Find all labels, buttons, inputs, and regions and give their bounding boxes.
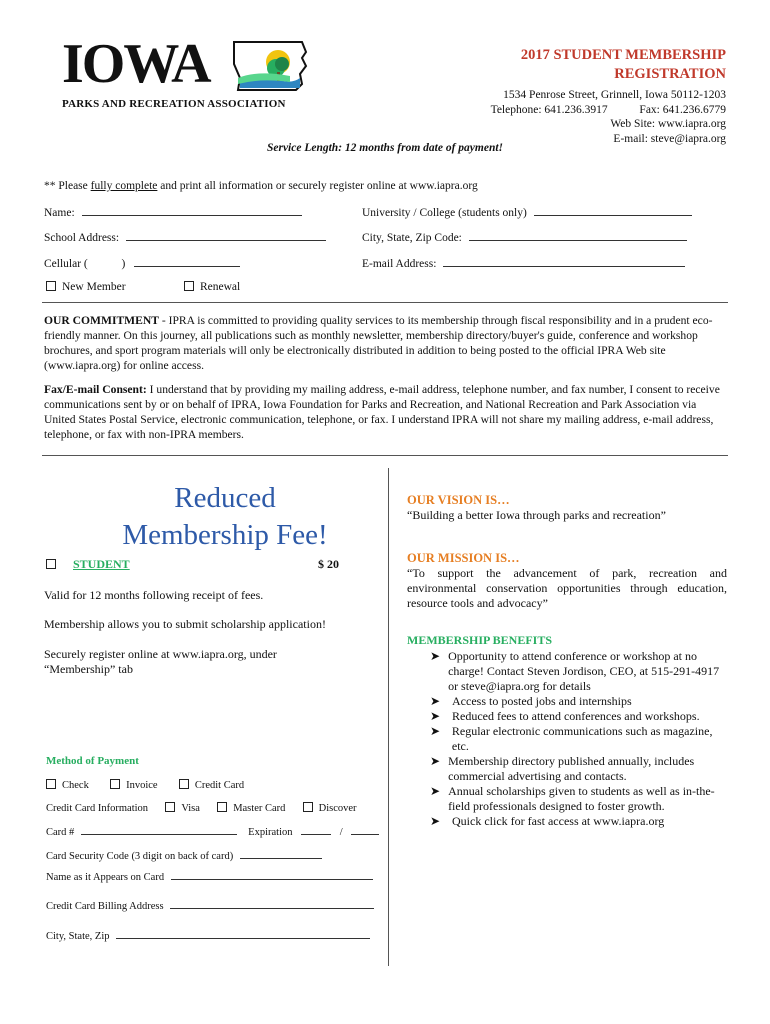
phone-fax-line [406, 103, 726, 118]
list-item [430, 724, 730, 754]
city-state-zip-field[interactable] [362, 230, 687, 244]
benefit-text: Reduced fees to attend conferences and workshops. [452, 709, 700, 723]
card-number-line[interactable] [81, 824, 237, 835]
list-item [430, 709, 730, 724]
benefit-text[interactable]: Quick click for fast access at www.iapra.org [452, 814, 665, 828]
email-line[interactable] [443, 256, 685, 267]
fee-heading-line2: Membership Fee! [122, 519, 328, 551]
online-line2: “Membership” tab [44, 662, 133, 676]
payment-methods [46, 779, 244, 791]
list-item [430, 784, 730, 814]
check-checkbox[interactable] [46, 779, 56, 789]
invoice-label: Invoice [126, 780, 158, 791]
cc-info-label: Credit Card Information [46, 803, 149, 814]
discover-option[interactable] [303, 803, 357, 814]
security-code-line[interactable] [240, 848, 322, 859]
name-line[interactable] [82, 205, 302, 216]
arrow-bullet-icon: ➤ [430, 724, 441, 738]
list-item [430, 814, 730, 829]
consent-heading: Fax/E-mail Consent: [44, 383, 147, 396]
valid-text: Valid for 12 months following receipt of fees. [44, 588, 264, 602]
title-line2: REGISTRATION [614, 66, 726, 82]
list-item [430, 649, 730, 694]
mission-text: “To support the advancement of park, recreation and environmental conservation opportunities through education, resource tools and advocacy” [407, 566, 727, 610]
cellular-field[interactable] [44, 256, 240, 270]
iowa-state-icon [230, 38, 310, 94]
university-line[interactable] [534, 205, 692, 216]
email-field[interactable] [362, 256, 685, 270]
commitment-heading: OUR COMMITMENT [44, 314, 159, 327]
contact-block [406, 88, 726, 146]
consent-text: I understand that by providing my mailing address, e-mail address, telephone number, and fax number, I consent to receive communications sent by or on behalf of IPRA, Iowa Foundation for Parks and Recreation, and National Recreation and Park Association via United States Postal Service, electronic communication, telephone, or fax. I understand IPRA will not share my mailing address, e-mail address, telephone, or fax with non-IPRA members. [44, 383, 720, 441]
student-option[interactable] [46, 557, 130, 572]
new-member-option[interactable] [46, 281, 126, 293]
fax: Fax: 641.236.6779 [639, 103, 726, 116]
card-number-row [46, 824, 379, 838]
name-on-card-label: Name as it Appears on Card [46, 872, 165, 883]
logo [60, 33, 310, 116]
check-label: Check [62, 780, 89, 791]
instruction-text [44, 180, 478, 192]
card-number-label: Card # [46, 827, 75, 838]
name-on-card-line[interactable] [171, 869, 373, 880]
benefit-text: Membership directory published annually, includes commercial advertising and contacts. [448, 754, 695, 783]
university-label: University / College (students only) [362, 207, 527, 219]
email[interactable]: E-mail: steve@iapra.org [613, 132, 726, 145]
instruction-post: and print all information or securely register online at www.iapra.org [157, 180, 478, 192]
online-line1: Securely register online at www.iapra.org, under [44, 647, 277, 661]
invoice-checkbox[interactable] [110, 779, 120, 789]
divider [42, 455, 728, 456]
name-on-card-row [46, 869, 373, 883]
student-price: $ 20 [318, 557, 339, 571]
student-label: STUDENT [73, 557, 130, 571]
expiration-year-line[interactable] [351, 824, 379, 835]
commitment-text: - IPRA is committed to providing quality services to its membership through fiscal responsibility and in a prudent eco-friendly manner. On this journey, all publications such as monthly newsletter, membership directory/buyer's guide, conference and workshop brochures, and sport program materials will only be electronically distributed in addition to being posted to the official IPRA Web site (www.iapra.org) for online access. [44, 314, 713, 372]
billing-city-line[interactable] [116, 928, 370, 939]
mastercard-option[interactable] [217, 803, 285, 814]
mastercard-checkbox[interactable] [217, 802, 227, 812]
benefits-list [430, 649, 730, 829]
benefit-text: Regular electronic communications such as magazine, etc. [451, 724, 713, 753]
expiration-separator: / [339, 827, 343, 838]
benefit-text: Opportunity to attend conference or workshop at no charge! Contact Steven Jordison, CEO, at 515-291-4917 or steve@iapra.org for details [448, 649, 720, 693]
arrow-bullet-icon: ➤ [430, 709, 441, 723]
visa-option[interactable] [165, 803, 200, 814]
address-line: 1534 Penrose Street, Grinnell, Iowa 50112-1203 [503, 89, 726, 101]
billing-city-label: City, State, Zip [46, 931, 110, 942]
city-state-zip-label: City, State, Zip Code: [362, 232, 462, 244]
student-checkbox[interactable] [46, 559, 56, 569]
benefits-heading: MEMBERSHIP BENEFITS [407, 633, 553, 647]
instruction-underlined: fully complete [90, 180, 158, 192]
school-address-field[interactable] [44, 230, 326, 244]
discover-checkbox[interactable] [303, 802, 313, 812]
visa-label: Visa [181, 803, 200, 814]
name-label: Name: [44, 207, 75, 219]
credit-card-option[interactable] [179, 780, 244, 791]
telephone: Telephone: 641.236.3917 [490, 103, 608, 116]
cellular-label: Cellular ( [44, 258, 88, 270]
fee-heading [60, 480, 390, 554]
page-title [426, 46, 726, 84]
renewal-checkbox[interactable] [184, 281, 194, 291]
website[interactable]: Web Site: www.iapra.org [610, 118, 726, 130]
list-item [430, 694, 730, 709]
invoice-option[interactable] [110, 780, 158, 791]
expiration-month-line[interactable] [301, 824, 331, 835]
security-code-row [46, 848, 322, 862]
billing-city-row [46, 928, 370, 942]
divider [42, 302, 728, 303]
payment-heading: Method of Payment [46, 755, 139, 767]
email-label: E-mail Address: [362, 258, 437, 270]
new-member-label: New Member [62, 281, 126, 293]
benefit-text: Access to posted jobs and internships [452, 694, 632, 708]
expiration-label: Expiration [248, 827, 293, 838]
cellular-close: ) [121, 258, 126, 270]
logo-tagline: PARKS AND RECREATION ASSOCIATION [62, 98, 286, 110]
logo-wordmark: IOWA [62, 33, 210, 95]
university-field[interactable] [362, 205, 692, 219]
visa-checkbox[interactable] [165, 802, 175, 812]
arrow-bullet-icon: ➤ [430, 784, 441, 798]
check-option[interactable] [46, 780, 89, 791]
online-text [44, 647, 277, 677]
new-member-checkbox[interactable] [46, 281, 56, 291]
service-length: Service Length: 12 months from date of payment! [266, 142, 504, 154]
arrow-bullet-icon: ➤ [430, 694, 441, 708]
school-address-label: School Address: [44, 232, 120, 244]
arrow-bullet-icon: ➤ [430, 754, 441, 768]
arrow-bullet-icon: ➤ [430, 814, 441, 828]
renewal-label: Renewal [200, 281, 241, 293]
commitment-paragraph [44, 313, 730, 373]
scholarship-text: Membership allows you to submit scholarship application! [44, 617, 326, 631]
security-code-label: Card Security Code (3 digit on back of card) [46, 851, 234, 862]
billing-address-label: Credit Card Billing Address [46, 901, 164, 912]
discover-label: Discover [318, 803, 357, 814]
credit-card-label: Credit Card [194, 780, 245, 791]
mission-heading: OUR MISSION IS… [407, 551, 520, 565]
fee-heading-line1: Reduced [174, 482, 276, 514]
vision-text: “Building a better Iowa through parks and recreation” [407, 508, 666, 522]
list-item [430, 754, 730, 784]
school-address-line[interactable] [126, 230, 326, 241]
name-field[interactable] [44, 205, 302, 219]
renewal-option[interactable] [184, 281, 240, 293]
cellular-line[interactable] [134, 256, 240, 267]
city-state-zip-line[interactable] [469, 230, 687, 241]
title-line1: 2017 STUDENT MEMBERSHIP [520, 47, 726, 63]
vision-heading: OUR VISION IS… [407, 493, 510, 507]
credit-card-checkbox[interactable] [179, 779, 189, 789]
arrow-bullet-icon: ➤ [430, 649, 441, 663]
billing-address-line[interactable] [170, 898, 374, 909]
benefit-text: Annual scholarships given to students as well as in-the-field professionals designed to foster growth. [448, 784, 715, 813]
billing-address-row [46, 898, 374, 912]
instruction-pre: ** Please [44, 180, 91, 192]
cc-info-row [46, 802, 357, 814]
mastercard-label: Master Card [233, 803, 286, 814]
consent-paragraph [44, 382, 730, 442]
